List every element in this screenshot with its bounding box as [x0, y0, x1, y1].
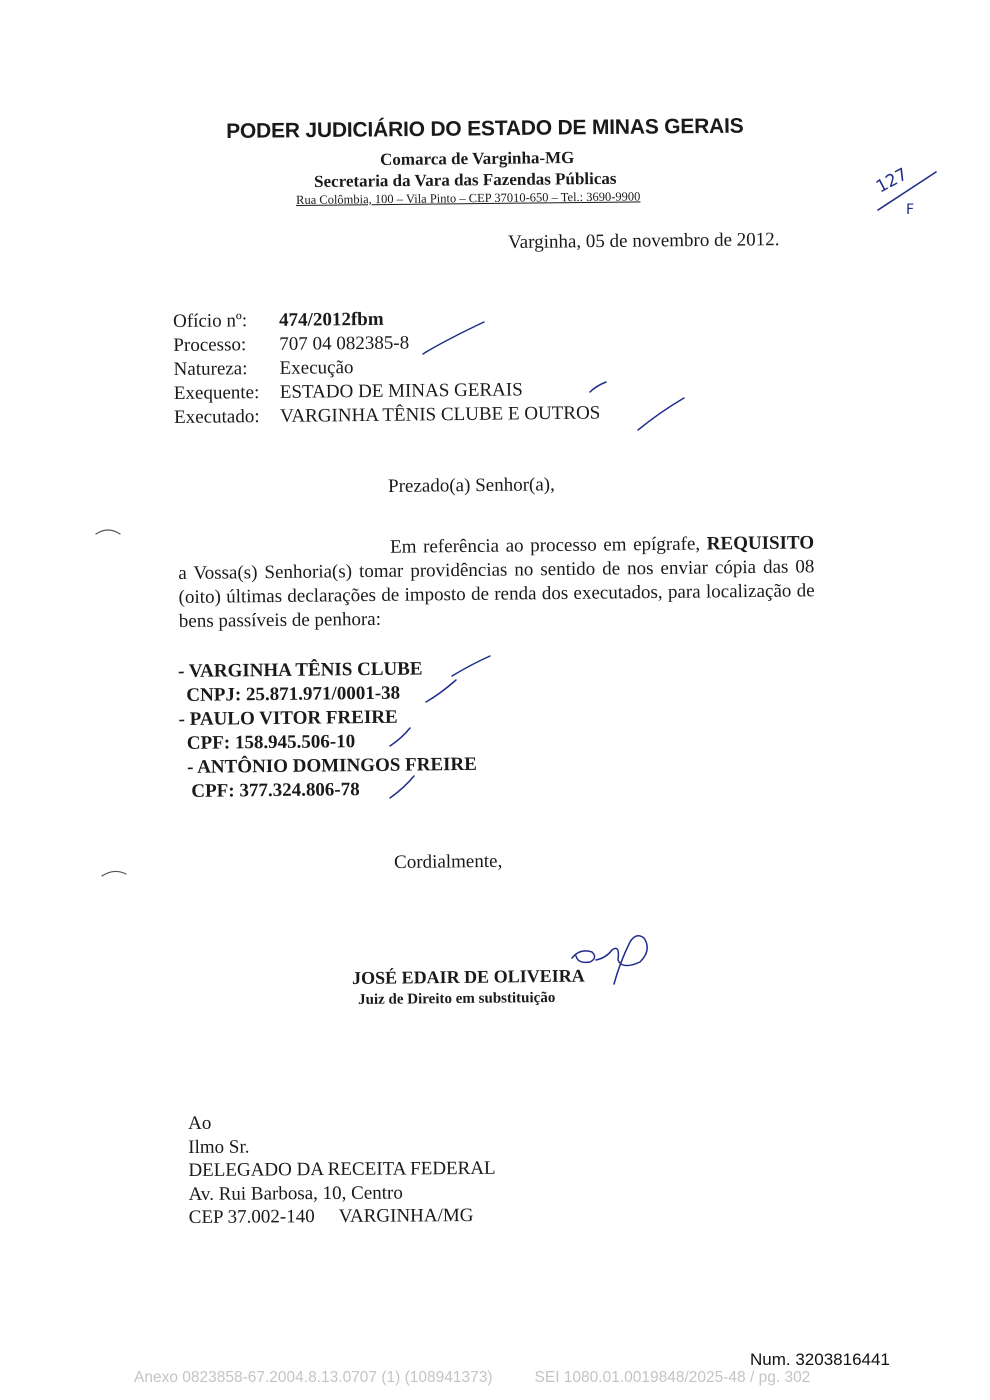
entity-line: - ANTÔNIO DOMINGOS FREIRE: [187, 753, 478, 778]
footer-sei: SEI 1080.01.0019848/2025-48 / pg. 302: [534, 1369, 811, 1386]
stamp-suffix: F: [906, 202, 915, 218]
case-value: 707 04 082385-8: [279, 332, 410, 355]
secretaria-title: Secretaria da Vara das Fazendas Públicas: [314, 168, 617, 191]
case-value: Execução: [279, 357, 354, 379]
check-mark-icon: [426, 680, 456, 702]
signer-role: Juiz de Direito em substituição: [358, 989, 556, 1008]
body-rest: a Vossa(s) Senhoria(s) tomar providências no sentido de nos enviar cópia das 08 (oito) últimas declarações de imposto de renda dos executados, para localização de bens passíveis de penhora:: [178, 556, 815, 632]
comarca-title: Comarca de Varginha-MG: [380, 147, 575, 169]
entity-line: - VARGINHA TÊNIS CLUBE: [178, 658, 423, 682]
date-line: Varginha, 05 de novembro de 2012.: [508, 229, 780, 253]
entity-line: CPF: 158.945.506-10: [186, 731, 356, 754]
case-label: Exequente:: [173, 382, 260, 404]
body-keyword: REQUISITO: [706, 532, 815, 555]
stamp-number: 127: [872, 164, 912, 198]
check-mark-icon: [452, 656, 490, 676]
body-line-1: Em referência ao processo em epígrafe,: [389, 533, 701, 558]
recipient-title: Ilmo Sr.: [188, 1136, 250, 1158]
closing: Cordialmente,: [394, 850, 503, 873]
recipient-street: Av. Rui Barbosa, 10, Centro: [188, 1182, 403, 1205]
recipient-to: Ao: [188, 1112, 212, 1134]
signature-icon: [572, 936, 647, 984]
entity-line: - PAULO VITOR FREIRE: [178, 706, 398, 730]
case-value: ESTADO DE MINAS GERAIS: [279, 379, 523, 403]
margin-mark-icon: [102, 871, 126, 876]
case-label: Ofício nº:: [173, 310, 248, 332]
court-title: PODER JUDICIÁRIO DO ESTADO DE MINAS GERAIS: [226, 114, 744, 143]
entity-line: CPF: 377.324.806-78: [191, 779, 360, 802]
check-mark-icon: [590, 382, 606, 392]
check-mark-icon: [638, 398, 684, 430]
case-value: VARGINHA TÊNIS CLUBE E OUTROS: [280, 402, 601, 427]
case-label: Executado:: [174, 406, 260, 428]
case-label: Processo:: [173, 334, 247, 356]
case-value: 474/2012fbm: [279, 308, 384, 331]
footer-annex: Anexo 0823858-67.2004.8.13.0707 (1) (108941373): [134, 1369, 493, 1386]
check-mark-icon: [390, 728, 410, 746]
document-number: Num. 3203816441: [750, 1350, 890, 1369]
recipient-city: VARGINHA/MG: [338, 1205, 474, 1227]
margin-mark-icon: [96, 530, 120, 534]
recipient-name: DELEGADO DA RECEITA FEDERAL: [188, 1157, 496, 1181]
greeting: Prezado(a) Senhor(a),: [388, 474, 555, 497]
signer-name: JOSÉ EDAIR DE OLIVEIRA: [352, 965, 585, 988]
check-mark-icon: [390, 776, 414, 798]
case-label: Natureza:: [173, 358, 248, 380]
check-mark-icon: [426, 322, 484, 352]
court-address: Rua Colômbia, 100 – Vila Pinto – CEP 37010-650 – Tel.: 3690-9900: [296, 189, 641, 207]
recipient-cep: CEP 37.002-140: [188, 1206, 315, 1228]
entity-line: CNPJ: 25.871.971/0001-38: [186, 682, 401, 706]
check-mark-icon: [423, 352, 426, 354]
